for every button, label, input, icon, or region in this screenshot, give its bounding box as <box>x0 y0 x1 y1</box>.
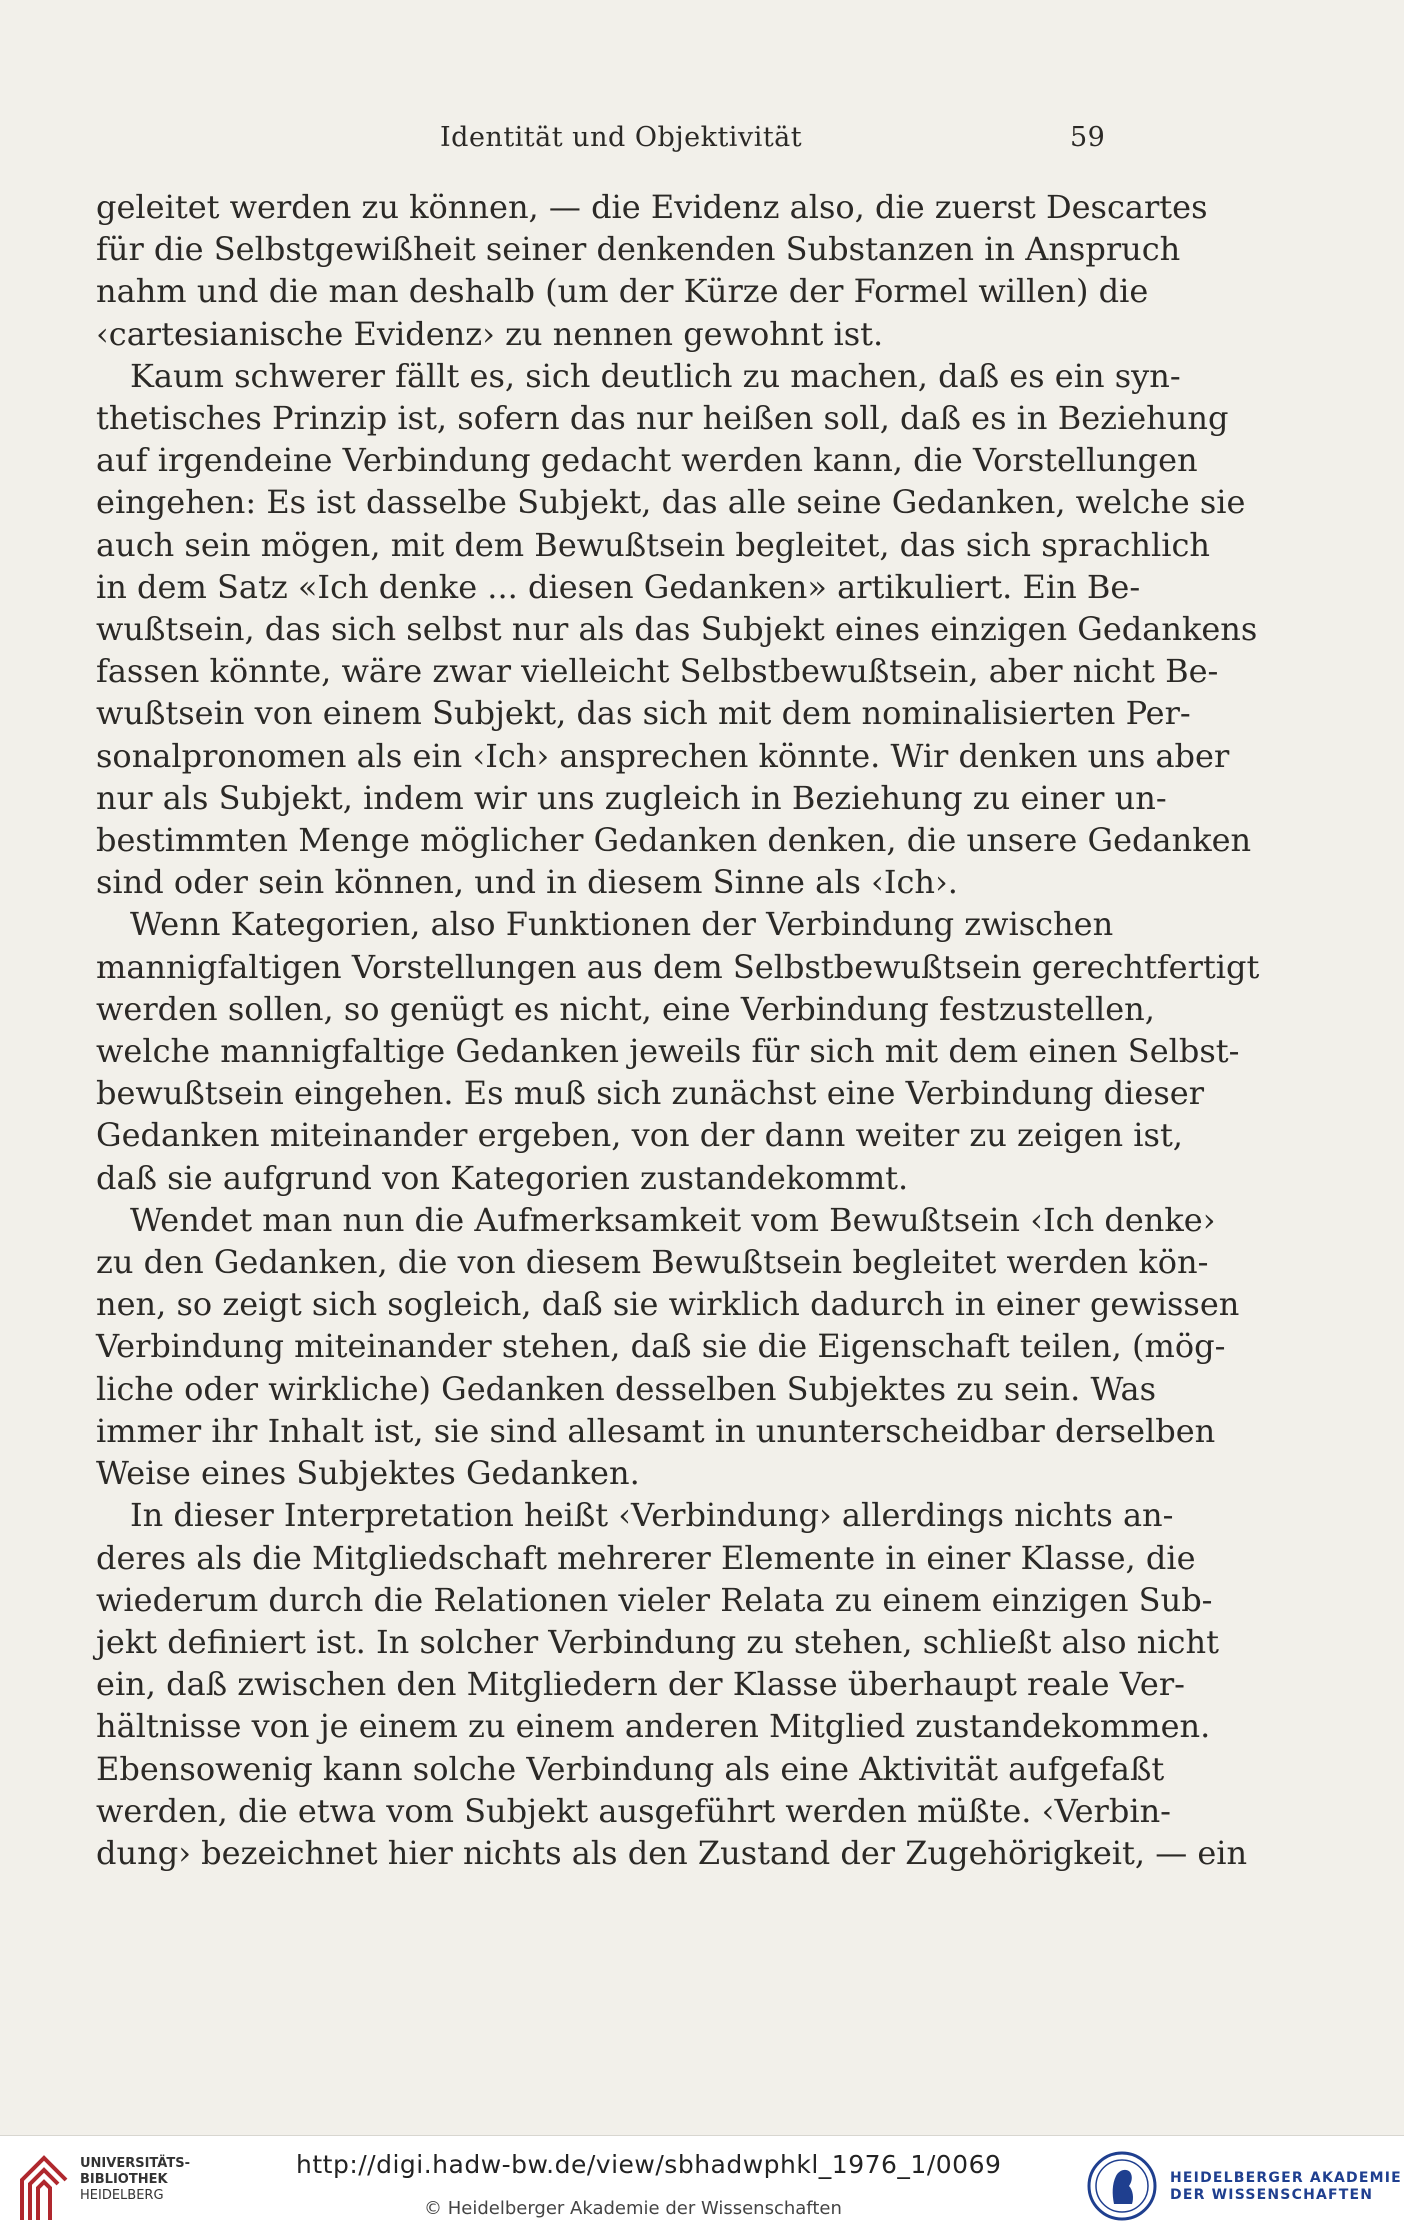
running-head <box>0 122 1404 158</box>
text-line: deres als die Mitgliedschaft mehrerer Elemente in einer Klasse, die <box>96 1538 1196 1577</box>
text-line: nahm und die man deshalb (um der Kürze der Formel willen) die <box>96 272 1149 311</box>
text-line: daß sie aufgrund von Kategorien zustandekommt. <box>96 1158 909 1197</box>
text-line: Wendet man nun die Aufmerksamkeit vom Bewußtsein ‹Ich denke› <box>130 1200 1216 1239</box>
paragraph <box>96 186 1208 355</box>
text-line: wußtsein, das sich selbst nur als das Subjekt eines einzigen Gedankens <box>96 610 1258 649</box>
text-line: Ebensowenig kann solche Verbindung als eine Aktivität aufgefaßt <box>96 1749 1165 1788</box>
library-line-3: HEIDELBERG <box>80 2188 164 2203</box>
text-line: Weise eines Subjektes Gedanken. <box>96 1454 640 1493</box>
body-text <box>96 186 1260 1874</box>
text-line: Verbindung miteinander stehen, daß sie die Eigenschaft teilen, (mög- <box>96 1327 1226 1366</box>
text-line: ‹cartesianische Evidenz› zu nennen gewohnt ist. <box>96 314 884 353</box>
digital-copy-link[interactable]: http://digi.hadw-bw.de/view/sbhadwphkl_1976_1/0069 <box>296 2150 1002 2179</box>
text-line: bewußtsein eingehen. Es muß sich zunächst eine Verbindung dieser <box>96 1074 1204 1113</box>
academy-line-1: HEIDELBERGER AKADEMIE <box>1170 2170 1402 2186</box>
text-line: geleitet werden zu können, — die Evidenz also, die zuerst Descartes <box>96 188 1208 226</box>
text-line: Gedanken miteinander ergeben, von der dann weiter zu zeigen ist, <box>96 1116 1183 1155</box>
text-line: Wenn Kategorien, also Funktionen der Verbindung zwischen <box>130 905 1114 944</box>
academy-seal-icon <box>1086 2150 1158 2222</box>
paragraph <box>96 903 1260 1198</box>
paragraph <box>96 1494 1248 1874</box>
text-line: jekt definiert ist. In solcher Verbindung zu stehen, schließt also nicht <box>96 1622 1219 1661</box>
university-library-name <box>80 2156 190 2204</box>
text-line: werden, die etwa vom Subjekt ausgeführt werden müßte. ‹Verbin- <box>96 1791 1171 1830</box>
text-line: wußtsein von einem Subjekt, das sich mit dem nominalisierten Per- <box>96 694 1191 733</box>
text-line: ein, daß zwischen den Mitgliedern der Klasse überhaupt reale Ver- <box>96 1665 1185 1704</box>
text-line: sind oder sein können, und in diesem Sinne als ‹Ich›. <box>96 863 958 902</box>
text-line: mannigfaltigen Vorstellungen aus dem Selbstbewußtsein gerechtfertigt <box>96 947 1260 986</box>
text-line: fassen könnte, wäre zwar vielleicht Selbstbewußtsein, aber nicht Be- <box>96 652 1219 691</box>
text-line: hältnisse von je einem zu einem anderen Mitglied zustandekommen. <box>96 1707 1211 1746</box>
text-line: immer ihr Inhalt ist, sie sind allesamt in ununterscheidbar derselben <box>96 1411 1216 1450</box>
footer-bar <box>0 2135 1404 2240</box>
page-number: 59 <box>1070 122 1106 153</box>
library-line-2: BIBLIOTHEK <box>80 2172 168 2187</box>
text-line: sonalpronomen als ein ‹Ich› ansprechen könnte. Wir denken uns aber <box>96 736 1230 775</box>
text-line: liche oder wirkliche) Gedanken desselben Subjektes zu sein. Was <box>96 1369 1157 1408</box>
text-line: werden sollen, so genügt es nicht, eine Verbindung festzustellen, <box>96 989 1155 1028</box>
text-line: auch sein mögen, mit dem Bewußtsein begleitet, das sich sprachlich <box>96 525 1210 564</box>
text-line: thetisches Prinzip ist, sofern das nur heißen soll, daß es in Beziehung <box>96 399 1229 438</box>
running-title: Identität und Objektivität <box>440 122 803 153</box>
library-line-1: UNIVERSITÄTS- <box>80 2156 190 2171</box>
text-line: zu den Gedanken, die von diesem Bewußtsein begleitet werden kön- <box>96 1243 1209 1282</box>
academy-name <box>1170 2170 1402 2204</box>
text-line: Kaum schwerer fällt es, sich deutlich zu machen, daß es ein syn- <box>130 356 1181 395</box>
text-line: eingehen: Es ist dasselbe Subjekt, das alle seine Gedanken, welche sie <box>96 483 1246 522</box>
paragraph <box>96 355 1258 904</box>
text-line: auf irgendeine Verbindung gedacht werden kann, die Vorstellungen <box>96 441 1198 480</box>
text-line: nen, so zeigt sich sogleich, daß sie wirklich dadurch in einer gewissen <box>96 1285 1240 1324</box>
text-line: dung› bezeichnet hier nichts als den Zustand der Zugehörigkeit, — ein <box>96 1833 1248 1872</box>
text-line: für die Selbstgewißheit seiner denkenden Substanzen in Anspruch <box>96 230 1181 269</box>
text-line: wiederum durch die Relationen vieler Relata zu einem einzigen Sub- <box>96 1580 1213 1619</box>
university-library-logo-icon <box>14 2150 74 2222</box>
text-line: in dem Satz «Ich denke ... diesen Gedanken» artikuliert. Ein Be- <box>96 567 1141 606</box>
text-line: In dieser Interpretation heißt ‹Verbindung› allerdings nichts an- <box>130 1496 1174 1535</box>
text-line: welche mannigfaltige Gedanken jeweils für sich mit dem einen Selbst- <box>96 1032 1240 1071</box>
text-line: bestimmten Menge möglicher Gedanken denken, die unsere Gedanken <box>96 821 1252 860</box>
copyright-notice: © Heidelberger Akademie der Wissenschaften <box>424 2198 842 2219</box>
paragraph <box>96 1199 1240 1494</box>
text-line: nur als Subjekt, indem wir uns zugleich in Beziehung zu einer un- <box>96 778 1167 817</box>
academy-line-2: DER WISSENSCHAFTEN <box>1170 2187 1374 2203</box>
